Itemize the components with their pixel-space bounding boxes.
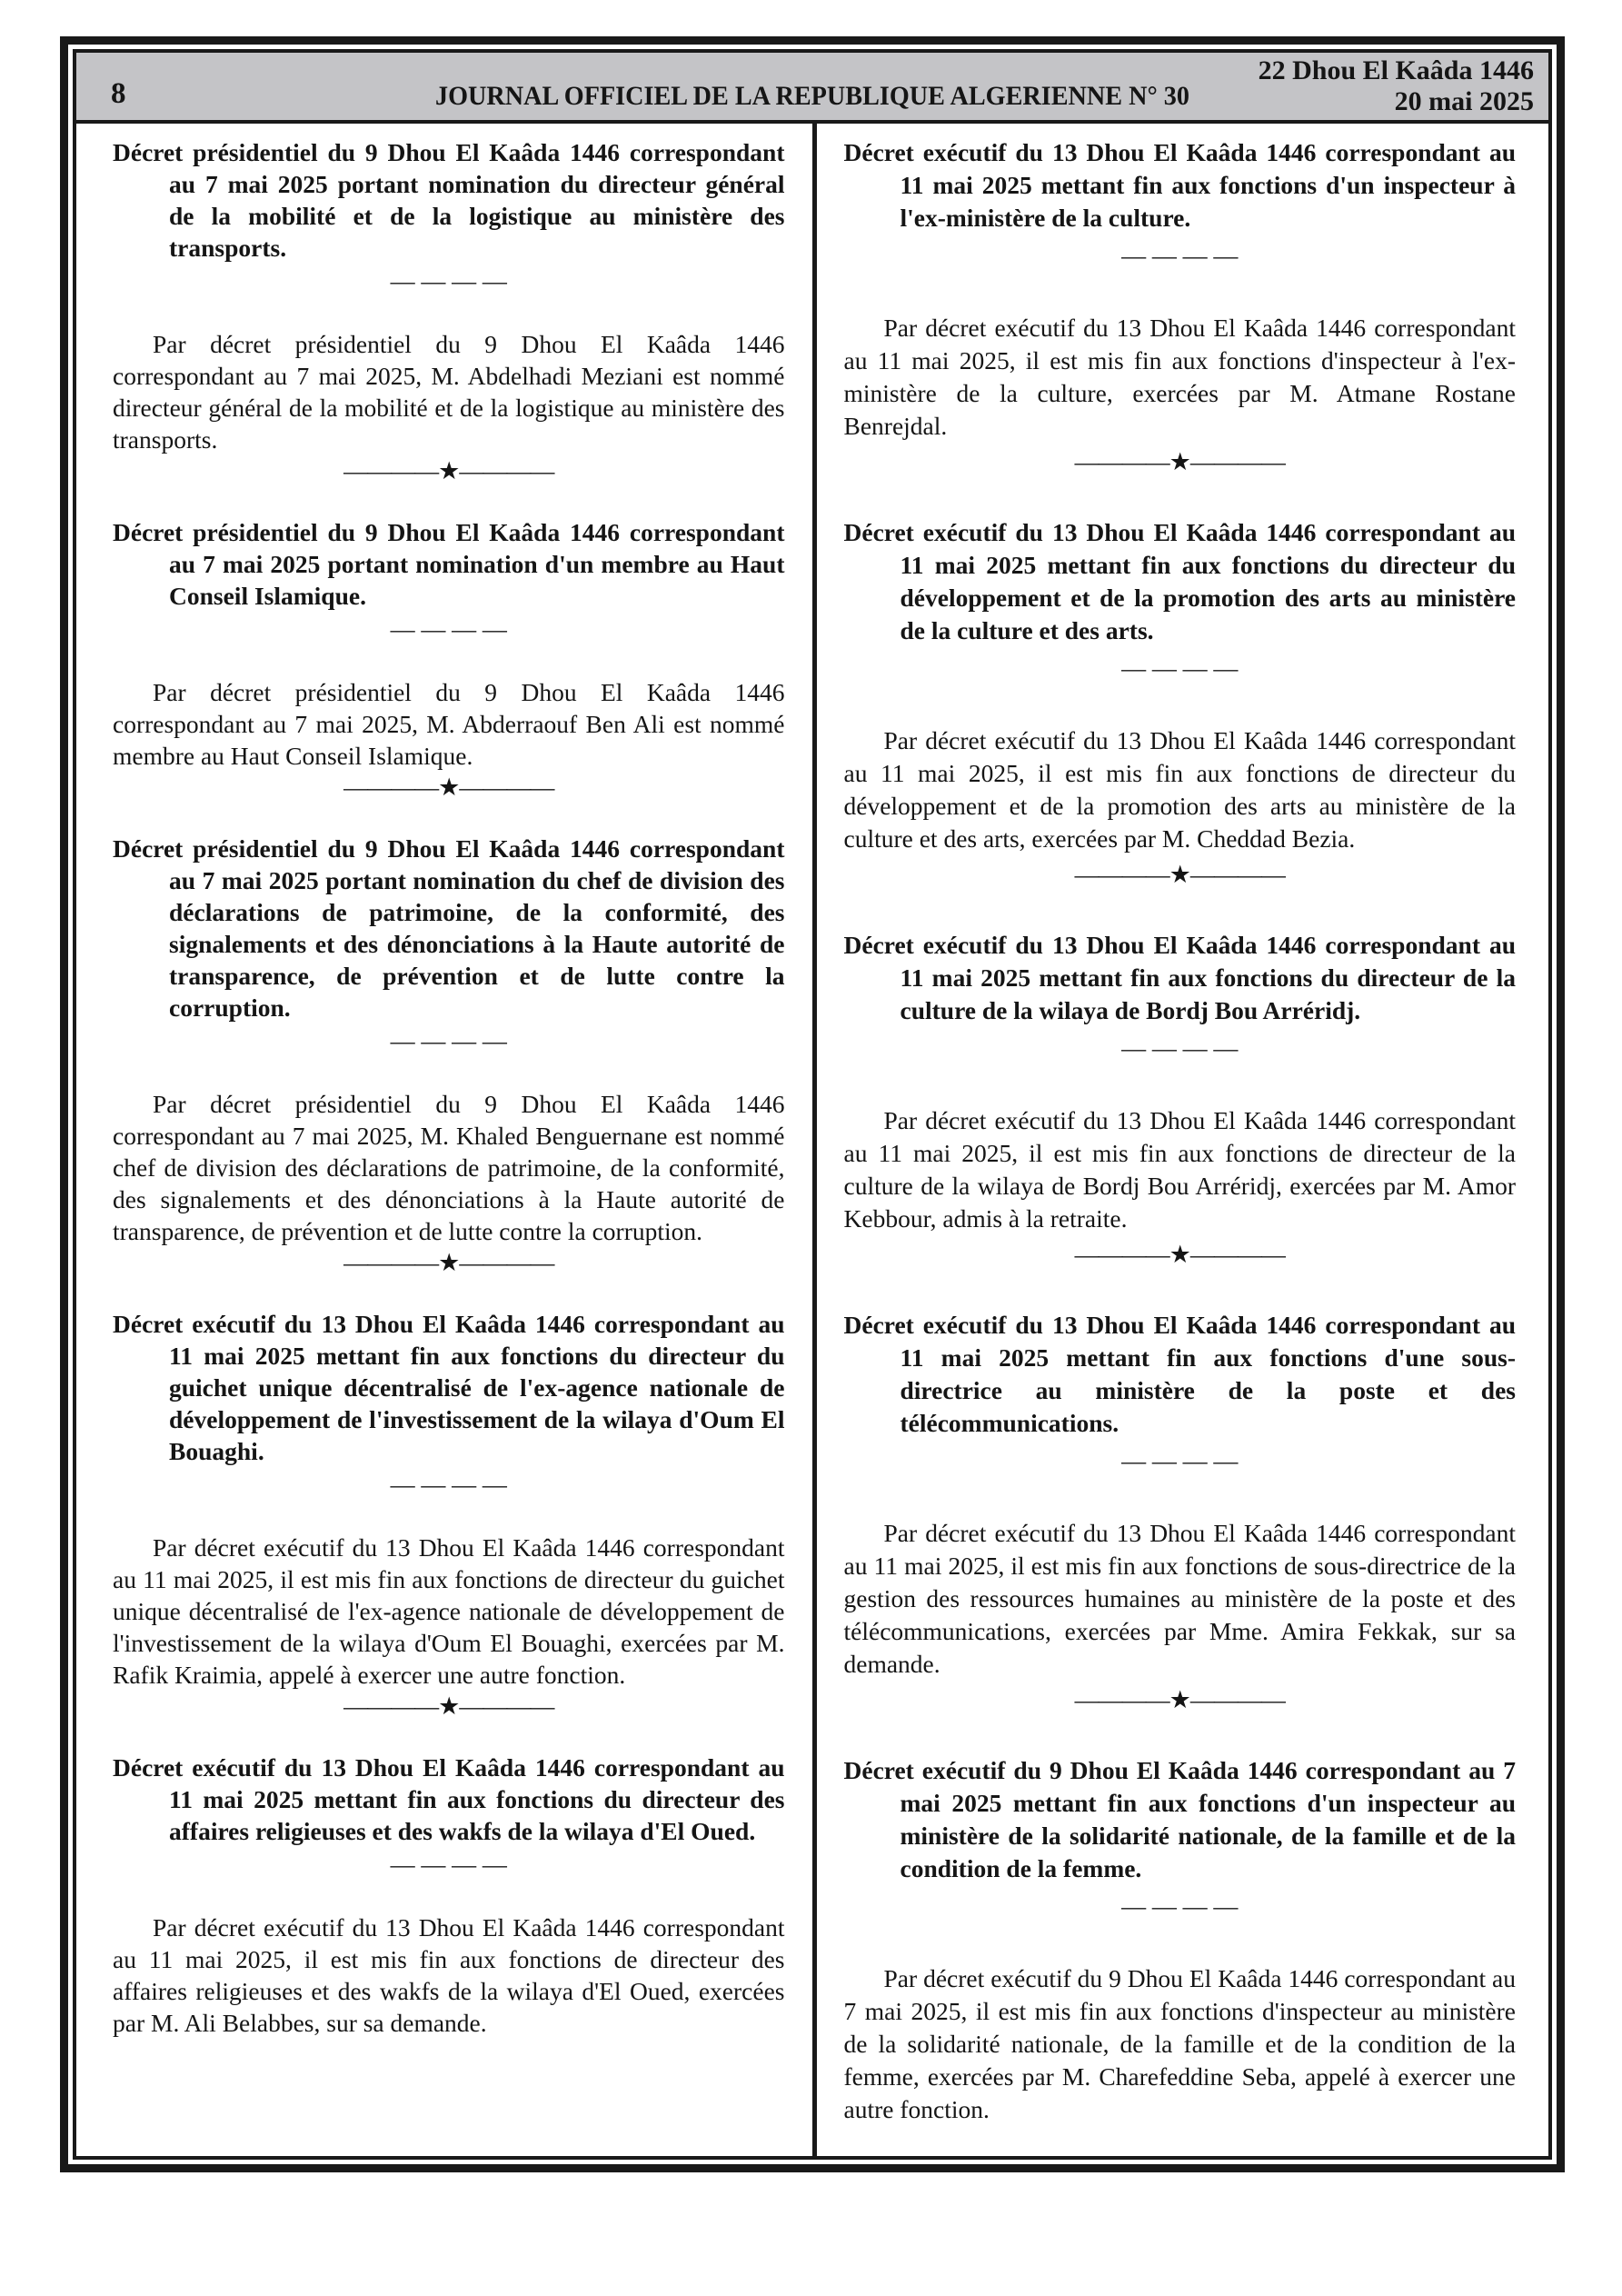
separator-plain: — — — — [390, 615, 507, 643]
decree [113, 1752, 785, 2039]
separator-star: ————★———— [1074, 448, 1285, 475]
decree [844, 516, 1517, 855]
header-band [76, 53, 1548, 124]
separator-star: ————★———— [343, 1692, 554, 1720]
decree [113, 833, 785, 1247]
decree-title: Décret présidentiel du 9 Dhou El Kaâda 1446 correspondant au 7 mai 2025 portant nomination d'un membre au Haut Conseil Islamique. [113, 518, 785, 610]
decree-body: Par décret exécutif du 13 Dhou El Kaâda 1446 correspondant au 11 mai 2025, il est mis fin aux fonctions d'inspecteur à l'ex-ministère de la culture, exercées par M. Atmane Rostane Benrejdal. [843, 314, 1516, 440]
separator-star: ————★———— [343, 457, 554, 484]
decree-title: Décret exécutif du 13 Dhou El Kaâda 1446 correspondant au 11 mai 2025 mettant fin aux fonctions d'une sous-directrice au ministère de la poste et des télécommunications. [843, 1311, 1516, 1437]
decree-title: Décret exécutif du 13 Dhou El Kaâda 1446 correspondant au 11 mai 2025 mettant fin aux fonctions du directeur du guichet unique décentralisé de l'ex-agence nationale de développement de l'investissement de la wilaya d'Oum El Bouaghi. [113, 1310, 785, 1465]
separator-plain: — — — — [390, 267, 507, 294]
decree [844, 1754, 1517, 2126]
decree-body: Par décret exécutif du 13 Dhou El Kaâda 1446 correspondant au 11 mai 2025, il est mis fin aux fonctions de directeur de la culture de la wilaya de Bordj Bou Arréridj, exercées par M. Amor Kebbour, admis à la retraite. [843, 1106, 1516, 1233]
separator-star: ————★———— [343, 774, 554, 801]
separator-plain: — — — — [1121, 1447, 1239, 1474]
separator-plain: — — — — [1121, 1892, 1239, 1920]
separator-plain: — — — — [390, 1027, 507, 1054]
decree-body: Par décret présidentiel du 9 Dhou El Kaâda 1446 correspondant au 7 mai 2025, M. Khaled Benguernane est nommé chef de division des déclarations de patrimoine, de la conformité, des signalements et des dénonciations à la Haute autorité de transparence, de prévention et de lutte contre la corruption. [113, 1090, 785, 1245]
decree [844, 1309, 1517, 1681]
decree-body: Par décret exécutif du 13 Dhou El Kaâda 1446 correspondant au 11 mai 2025, il est mis fin aux fonctions de directeur des affaires religieuses et des wakfs de la wilaya d'El Oued, exercées par M. Ali Belabbes, sur sa demande. [113, 1913, 785, 2037]
header-dates [1259, 55, 1534, 117]
decree-title: Décret exécutif du 13 Dhou El Kaâda 1446 correspondant au 11 mai 2025 mettant fin aux fonctions du directeur de la culture de la wilaya de Bordj Bou Arréridj. [843, 931, 1516, 1024]
decree [844, 136, 1517, 443]
decree [113, 136, 785, 455]
separator-plain: — — — — [1121, 1034, 1239, 1062]
decree-body: Par décret présidentiel du 9 Dhou El Kaâda 1446 correspondant au 7 mai 2025, M. Abderraouf Ben Ali est nommé membre au Haut Conseil Islamique. [113, 678, 785, 770]
page-content [76, 124, 1548, 2156]
journal-title: JOURNAL OFFICIEL DE LA REPUBLIQUE ALGERIENNE N° 30 [434, 81, 1190, 111]
decree [844, 929, 1517, 1235]
column-right [817, 124, 1549, 2156]
decree-title: Décret présidentiel du 9 Dhou El Kaâda 1446 correspondant au 7 mai 2025 portant nomination du chef de division des déclarations de patrimoine, de la conformité, des signalements et des dénonciations à la Haute autorité de transparence, de prévention et de lutte contre la corruption. [113, 834, 785, 1022]
decree-body: Par décret exécutif du 9 Dhou El Kaâda 1446 correspondant au 7 mai 2025, il est mis fin aux fonctions d'inspecteur au ministère de la solidarité nationale, de la famille et de la condition de la femme, exercées par M. Charefeddine Seba, appelé à exercer une autre fonction. [843, 1964, 1516, 2123]
decree-body: Par décret exécutif du 13 Dhou El Kaâda 1446 correspondant au 11 mai 2025, il est mis fin aux fonctions de directeur du développement et de la promotion des arts au ministère de la culture et des arts, exercées par M. Cheddad Bezia. [843, 726, 1516, 853]
decree [113, 516, 785, 772]
decree [113, 1308, 785, 1691]
page-frame-inner [73, 49, 1552, 2160]
decree-title: Décret exécutif du 9 Dhou El Kaâda 1446 correspondant au 7 mai 2025 mettant fin aux fonctions d'un inspecteur au ministère de la solidarité nationale, de la famille et de la condition de la femme. [843, 1756, 1516, 1882]
decree-title: Décret exécutif du 13 Dhou El Kaâda 1446 correspondant au 11 mai 2025 mettant fin aux fonctions du directeur des affaires religieuses et des wakfs de la wilaya d'El Oued. [113, 1753, 785, 1845]
separator-plain: — — — — [1121, 654, 1239, 682]
decree-body: Par décret présidentiel du 9 Dhou El Kaâda 1446 correspondant au 7 mai 2025, M. Abdelhadi Meziani est nommé directeur général de la mobilité et de la logistique au ministère des transports. [113, 330, 785, 454]
decree-title: Décret présidentiel du 9 Dhou El Kaâda 1446 correspondant au 7 mai 2025 portant nomination du directeur général de la mobilité et de la logistique au ministère des transports. [113, 138, 785, 262]
page-number: 8 [111, 77, 126, 110]
separator-star: ————★———— [1074, 1686, 1285, 1713]
decree-title: Décret exécutif du 13 Dhou El Kaâda 1446 correspondant au 11 mai 2025 mettant fin aux fonctions d'un inspecteur à l'ex-ministère de la culture. [843, 138, 1516, 232]
separator-star: ————★———— [343, 1249, 554, 1276]
decree-body: Par décret exécutif du 13 Dhou El Kaâda 1446 correspondant au 11 mai 2025, il est mis fin aux fonctions de directeur du guichet unique décentralisé de l'ex-agence nationale de développement de l'investissement de la wilaya d'Oum El Bouaghi, exercées par M. Rafik Kraimia, appelé à exercer une autre fonction. [113, 1533, 785, 1689]
hijri-date: 22 Dhou El Kaâda 1446 [1258, 55, 1534, 85]
separator-star: ————★———— [1074, 861, 1285, 888]
separator-star: ————★———— [1074, 1241, 1285, 1268]
page-frame [60, 36, 1565, 2172]
separator-plain: — — — — [390, 1851, 507, 1878]
gregorian-date: 20 mai 2025 [1394, 86, 1534, 116]
separator-plain: — — — — [1121, 242, 1239, 269]
column-left [76, 124, 812, 2156]
decree-title: Décret exécutif du 13 Dhou El Kaâda 1446 correspondant au 11 mai 2025 mettant fin aux fonctions du directeur du développement et de la promotion des arts au ministère de la culture et des arts. [843, 518, 1516, 644]
separator-plain: — — — — [390, 1471, 507, 1498]
decree-body: Par décret exécutif du 13 Dhou El Kaâda 1446 correspondant au 11 mai 2025, il est mis fin aux fonctions de sous-directrice de la gestion des ressources humaines au ministère de la poste et des télécommunications, exercées par Mme. Amira Fekkak, sur sa demande. [843, 1519, 1516, 1678]
